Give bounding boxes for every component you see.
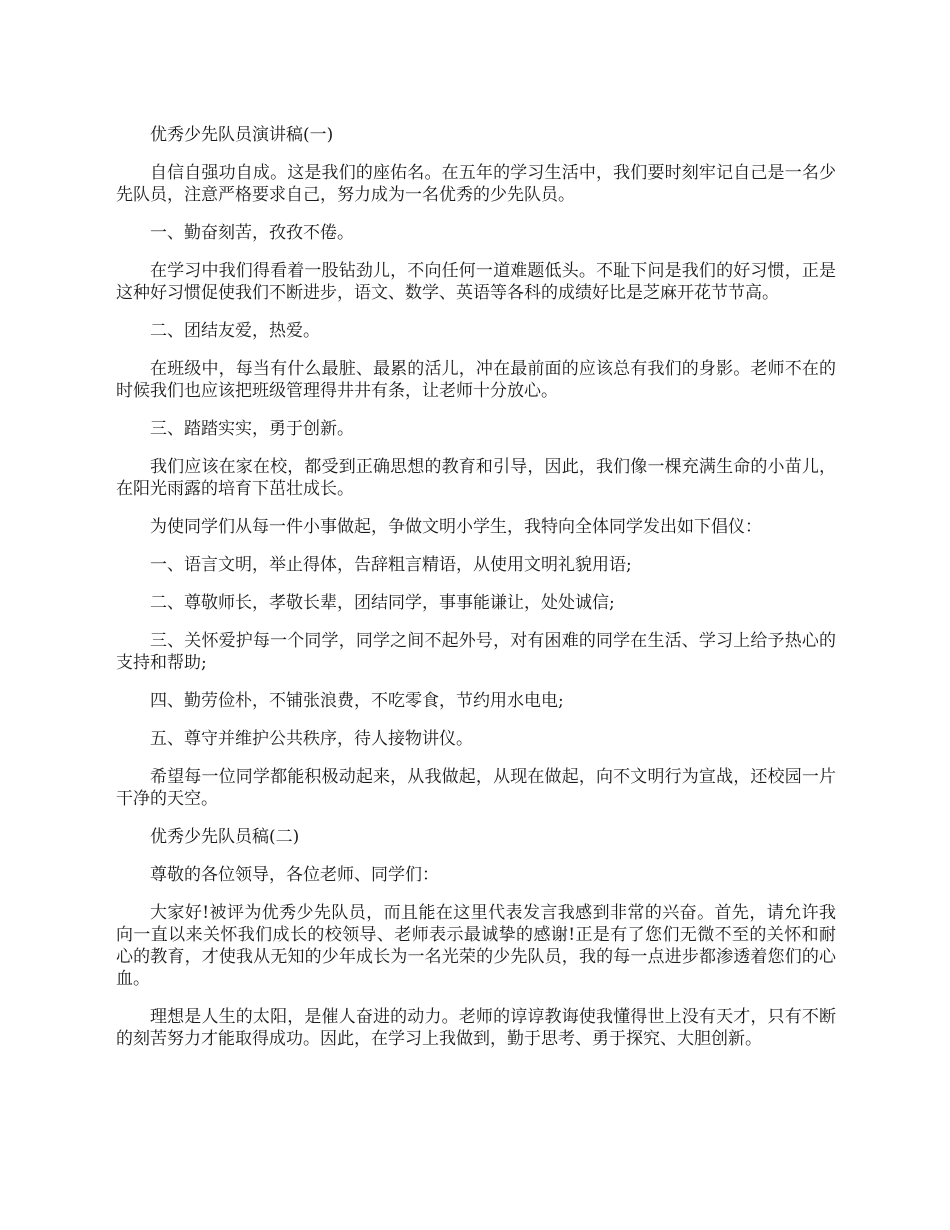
proposal-item-3: 三、关怀爱护每一个同学，同学之间不起外号，对有困难的同学在生活、学习上给予热心的支持和帮助; (116, 631, 836, 673)
paragraph: 希望每一位同学都能积极动起来，从我做起，从现在做起，向不文明行为宣战，还校园一片干净的天空。 (116, 767, 836, 809)
paragraph: 为使同学们从每一件小事做起，争做文明小学生，我特向全体同学发出如下倡仪： (150, 517, 762, 537)
point-heading-2: 二、团结友爱，热爱。 (150, 321, 320, 341)
section-title-2: 优秀少先队员稿(二) (150, 827, 300, 847)
paragraph: 在班级中，每当有什么最脏、最累的活儿，冲在最前面的应该总有我们的身影。老师不在的时候我们也应该把班级管理得井井有条，让老师十分放心。 (116, 359, 836, 401)
proposal-item-4: 四、勤劳俭朴，不铺张浪费，不吃零食，节约用水电电; (150, 691, 564, 711)
point-heading-1: 一、勤奋刻苦，孜孜不倦。 (150, 223, 354, 243)
paragraph: 自信自强功自成。这是我们的座佑名。在五年的学习生活中，我们要时刻牢记自己是一名少先队员，注意严格要求自己，努力成为一名优秀的少先队员。 (116, 163, 836, 205)
proposal-item-5: 五、尊守并维护公共秩序，待人接物讲仪。 (150, 729, 473, 749)
salutation: 尊敬的各位领导，各位老师、同学们： (150, 865, 439, 885)
document-body (116, 124, 836, 1066)
section-title-1: 优秀少先队员演讲稿(一) (150, 125, 334, 145)
paragraph: 我们应该在家在校，都受到正确思想的教育和引导，因此，我们像一棵充满生命的小苗儿，在阳光雨露的培育下茁壮成长。 (116, 457, 836, 499)
proposal-item-2: 二、尊敬师长，孝敬长辈，团结同学，事事能谦让，处处诚信; (150, 593, 615, 613)
paragraph: 理想是人生的太阳，是催人奋进的动力。老师的谆谆教诲使我懂得世上没有天才，只有不断的刻苦努力才能取得成功。因此，在学习上我做到，勤于思考、勇于探究、大胆创新。 (116, 1007, 836, 1049)
paragraph: 在学习中我们得看着一股钻劲儿，不向任何一道难题低头。不耻下问是我们的好习惯，正是这种好习惯促使我们不断进步，语文、数学、英语等各科的成绩好比是芝麻开花节节高。 (116, 261, 836, 303)
proposal-item-1: 一、语言文明，举止得体，告辞粗言精语，从使用文明礼貌用语; (150, 555, 632, 575)
point-heading-3: 三、踏踏实实，勇于创新。 (150, 419, 354, 439)
paragraph: 大家好!被评为优秀少先队员，而且能在这里代表发言我感到非常的兴奋。首先，请允许我向一直以来关怀我们成长的校领导、老师表示最诚挚的感谢!正是有了您们无微不至的关怀和耐心的教育，才使我从无知的少年成长为一名光荣的少先队员，我的每一点进步都渗透着您们的心血。 (116, 903, 836, 989)
